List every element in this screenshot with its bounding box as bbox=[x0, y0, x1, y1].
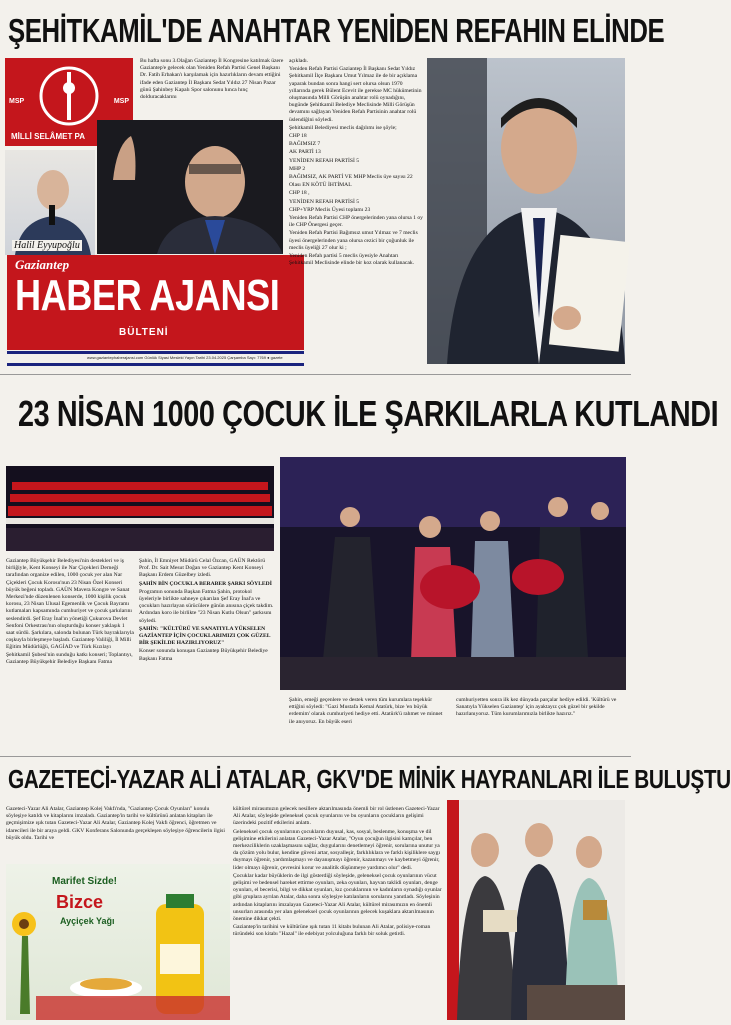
msp-letters-right: MSP bbox=[113, 98, 129, 105]
msp-letters-left: MSP bbox=[9, 98, 25, 105]
msp-label: MİLLİ SELÂMET PA bbox=[11, 132, 86, 141]
section-divider-1 bbox=[0, 374, 631, 375]
portrait-caption: Halil Eyyupoğlu bbox=[14, 240, 80, 251]
article1-column-2: açıkladı. Yeniden Refah Partisi Gaziantep İl Başkanı Sedat Yıldız Şehitkamil İlçe Başkanı Umut Yılmaz ile de bir açıklama yaparak bundan sonra hangi sert olursa olsun 1970 yıllarında gerek Bülent Ecevit ile gerekse MC hükümetinin oluşmasında Milli Görüşün anahtar rolü oynadığını, bugünde Şehitkamil Belediye Meclisinde Milli Görüşün devamını sağlayan Yeniden Refah Partisinin anahtar rolü üslendiğini söyledi. Şehitkamil Belediyesi meclis dağılımı ise şöyle; CHP 18 BAĞIMSIZ 7 AK PARTİ 13 YENİDEN REFAH PARTİSİ 5 MHP 2 BAĞIMSIZ, AK PARTİ VE MHP Meclis üye sayısı 22 Olası EN KÖTÜ İHTİMAL CHP 18 , YENİDEN REFAH PARTİSİ 5 CHP+YRP Meclis Üyesi toplamı 23 Yeniden Refah Partisi CHP önergelerinden yana olursa 1 oy ile CHP Önergesi geçer. Yeniden Refah Partisi Bağımsız umut Yılmaz ve 7 meclis üyesi önergelerinden yana olursa cezici bir çoğunluk ile meclis üyeliği 27 olur ki ; Yeniden Refah partisi 5 meclis üyesiyle Anahtarı Şehitkamil Meclisinde elinde bir koz olarak kullanacak. bbox=[289, 58, 423, 267]
photo-children-choir bbox=[6, 466, 274, 551]
photo-stage-protocol bbox=[280, 457, 626, 690]
ad-sunflower-oil bbox=[6, 864, 230, 1020]
article3-column-1: Gazeteci-Yazar Ali Atalar, Gaziantep Kolej Vakfı'nda, "Gaziantep Çocuk Oyunları" konulu söyleşiye katıldı ve kitaplarını imzaladı. Gaziantep'in tarihi ve kültürünü anlatan kitapları ile geçmişimize ışık tutan Gazeteci-Yazar Ali Atalar, Gaziantep Kolej Vakfı öğrenci, öğretmen ve idarecileri ile bir araya geldi. GKV Konferans Salonunda gerçekleşen söyleşiye öğrencilerin ilgisi büyük oldu. Tarihi ve bbox=[6, 806, 225, 841]
ad-brand: Bizce bbox=[56, 892, 104, 912]
article2-column-3: Şahin, emeği geçenlere ve destek veren tüm kurumlara teşekkür ettiğini söyledi: "Gazi Mustafa Kemal Atatürk, bize 'en büyük erdemim' olarak cumhuriyeti hediye etti. Atatürk'ü rahmet ve minnet ile anıyoruz. En büyük eseri bbox=[289, 697, 443, 725]
photo-district-chair bbox=[427, 58, 625, 364]
article2-column-1: Gaziantep Büyükşehir Belediyesi'nin destekleri ve iş birliğiyle, Kent Konseyi ile Nar Çiçekleri Derneği tarafından organize edilen, 1000 çocuk yer alan Nar Çiçekleri Çocuk Korosu'nun 23 Nisan Özel Konseri büyük beğeni topladı. GAÜN Mavera Kongre ve Sanat Merkezi'nde düzenlenen konserde, 1000 kişilik çocuk korosu, 23 Nisan Ulusal Egemenlik ve Çocuk Bayramı kutlamaları kapsamında cumhuriyet ve çocuk şarkılarını seslendirdi. Şef Eray İnal'ın yönetiği Çukurova Devlet Senfoni Orkestrası'nın oluşturduğu konser yaklaşık 1 saat sürdü. Şarkılara, salonda bulunan Türk bayraklarıyla coşkuyla birleşmeye başladı. Gaziantep Valiliği, İl Milli Eğitim Müdürlüğü, GAGİAD ve Türk Kızılayı Şehitkamil Şubesi'nin sunduğu katkı konseri; Toplantıyı, Gaziantep Büyükşehir Belediye Başkanı Fatma bbox=[6, 558, 134, 665]
headline-concert: 23 NİSAN 1000 ÇOCUK İLE ŞARKILARLA KUTLANDI bbox=[18, 393, 719, 434]
headline-main: ŞEHİTKAMİL'DE ANAHTAR YENİDEN REFAHIN ELİNDE bbox=[8, 12, 665, 49]
masthead-footer: www.gaziantephaberajansi.com Günlük Siyasi Mesleki Yayın Tarihi 23.04.2025 Çarşamba Sayı: 7769 ● gazete bbox=[87, 355, 283, 360]
masthead-subtitle: BÜLTENİ bbox=[119, 327, 169, 338]
article3-column-2: kültürel mirasımızın gelecek nesillere aktarılmasında önemli bir rol üstlenen Gazeteci-Yazar Ali Atalar, söyleşide geleneksel çocuk oyunlarını ve bu oyunların çocukların gelişimi üzerindeki pozitif etkilerini anlattı. Geleneksel çocuk oyunlarının çocukların duyusal, kas, sosyal, beslenme, konuşma ve dil gelişimine etkilerini anlatan Gazeteci-Yazar Atalar, "Oyun çocuğun ilgisini kamçılar, ben merkezciliklerin uzaklaşmasını sağlar, duygularını denetlemeyi öğrenir, sorularına unutur ya da çözüm yolu bulur, kendine güveni artar, sosyalleşir, farklılıklara ve farklı kişiliklere saygı duymayı öğrenir, yardımlaşmayı ve dayanışmayı öğrenir, kazanmayı ve kaybetmeyi öğrenir, lider olmayı öğrenir, çevresini korur ve analitik düşünmeye yardımcı olur" dedi. Çocuklar kadar büyüklerin de ilgi gösterdiği söyleşide, geleneksel çocuk oyunlarının vücut gelişimi ve bedensel hareket ettirme oyunları, zeka oyunları, hayvan taklidi oyunları, denge oyunları, el becerisi, bilgi ve dikkat oyunları, kız çocuklarının ve kadınların oynadığı oyunlar gibi gruplara ayrılan Atalar, daha sonra söyleşiye katılanların sorularını yanıtladı. Söyleşinin ardından kitaplarını imzalayan Gazeteci-Yazar Ali Atalar, kültürel mirasımızın en önemli unsurları arasında yer alan geleneksel çocuk oyunlarının gelecek kuşaklara aktarılmasının önemine dikkat çekti. Gaziantep'in tarihini ve kültürüne ışık tutan 11 kitabı bulunan Ali Atalar, polisiye-roman türündeki son kitabı "Hazal" ile edebiyat yolculuğuna farklı bir soluk getirdi. bbox=[233, 806, 442, 938]
ad-headline: Marifet Sizde! bbox=[52, 876, 118, 887]
masthead-title: HABER AJANSI bbox=[15, 271, 280, 320]
article2-column-4: cumhuriyetten sonra ilk kez dünyada parçalar hediye edildi. 'Kültürü ve Sanatıyla Yükselen Gaziantep' için ayaktayız çok güzel bir şekilde hazırlanıyoruz. Tüm kurumlarımızla birlikte hazırız." bbox=[456, 697, 617, 718]
photo-party-leader bbox=[97, 120, 283, 254]
headline-author: GAZETECİ-YAZAR ALİ ATALAR, GKV'DE MİNİK HAYRANLARI İLE BULUŞTU bbox=[8, 764, 731, 794]
photo-author-with-students bbox=[447, 800, 625, 1020]
masthead bbox=[7, 255, 304, 373]
masthead-city: Gaziantep bbox=[15, 257, 70, 272]
article2-column-2: Şahin, İl Emniyet Müdürü Celal Özcan, GAÜN Rektörü Prof. Dr. Sait Mesut Doğan ve Gaziantep Kent Konseyi Başkanı Erdem Güzelbey izledi. ŞAHİN BİN ÇOCUKLA BERABER ŞARKI SÖYLEDİ Programın sonunda Başkan Fatma Şahin, protokol üyeleriyle birlikte sahneye çıkarılan Şef Eray İnal'a ve çocukları hazırlayan sürücülere günün anısına çiçek takdim. Ardından koro ile birlikte "23 Nisan Kutlu Olsun" şarkısını söyledi. ŞAHİN: "KÜLTÜRÜ VE SANATIYLA YÜKSELEN GAZİANTEP İÇİN ÇOCUKLARIMIZI ÇOK GÜZEL BİR ŞEKİLDE HAZIRLIYORUZ" Konser sonunda konuşan Gaziantep Büyükşehir Belediye Başkanı Fatma bbox=[139, 558, 274, 662]
article1-column-1: Bu hafta sonu 3.Olağan Gaziantep İl Kongresine katılmak üzere Gaziantep'e gelecek olan Yeniden Refah Partisi Genel Başkanı Dr. Fatih Erbakan'ı karşılamak için hazırlıkların devam ettiğini ifade eden Gaziantep İl Başkanı Sedat Yıldız 27 Nisan Pazar günü Şahinbey Kapalı Spor salonunu hınca hınç dolduracaklarını bbox=[140, 58, 284, 101]
section-divider-2 bbox=[0, 756, 631, 757]
ad-product: Ayçiçek Yağı bbox=[60, 916, 115, 926]
